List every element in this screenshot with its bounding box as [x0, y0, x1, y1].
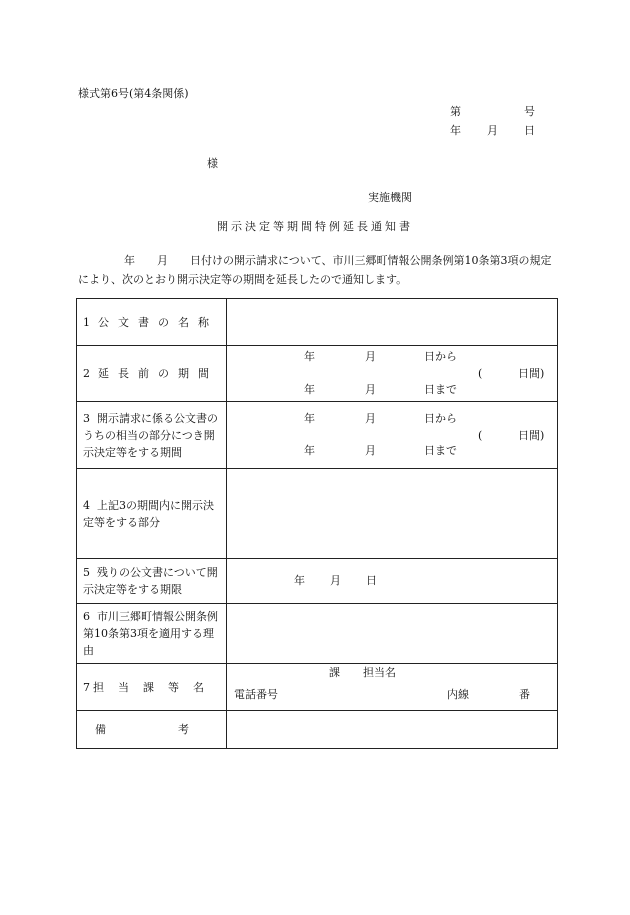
row2-label-text: 延長前の期間: [98, 367, 218, 380]
table-row: [77, 559, 558, 604]
row7-label-cell: [77, 664, 227, 711]
table-row: [77, 346, 558, 402]
row6-label: [83, 608, 220, 659]
row4-label: [83, 497, 220, 531]
row2-label-cell: [77, 346, 227, 402]
row2-number: 2: [83, 367, 90, 380]
form-label: 様式第6号(第4条関係): [78, 87, 189, 100]
row3-start-month: 月: [365, 412, 376, 425]
date-day: 日: [524, 124, 535, 137]
row3-number: 3: [83, 411, 90, 425]
row3-value-cell[interactable]: [227, 402, 558, 469]
row2-start-year: 年: [304, 350, 315, 363]
document-number: [450, 105, 535, 119]
doc-number-suffix: 号: [524, 105, 535, 118]
row6-number: 6: [83, 610, 90, 623]
document-date: [450, 124, 535, 138]
row4-label-cell: [77, 469, 227, 559]
row8-label-text: 備考: [95, 723, 261, 736]
row5-label: [83, 564, 220, 598]
row5-value-cell[interactable]: [227, 559, 558, 604]
row5-day: 日: [366, 574, 377, 587]
row7-extension-suffix: 番: [519, 688, 530, 701]
row1-value-cell[interactable]: [227, 299, 558, 346]
table-row: [77, 604, 558, 664]
table-row: [77, 402, 558, 469]
row2-days: 日間): [518, 367, 545, 380]
table-row: [77, 299, 558, 346]
row1-number: 1: [83, 315, 90, 329]
row1-label-cell: [77, 299, 227, 346]
row2-label: [83, 365, 220, 382]
row3-days: 日間): [518, 429, 545, 442]
row3-start-year: 年: [304, 412, 315, 425]
row2-start-day: 日から: [424, 350, 457, 363]
row6-label-text: 市川三郷町情報公開条例第10条第3項を適用する理由: [83, 610, 218, 657]
row3-paren-open: (: [478, 429, 483, 442]
row3-start-day: 日から: [424, 412, 457, 425]
row3-end-year: 年: [304, 444, 315, 457]
row3-label-text: 開示請求に係る公文書のうちの相当の部分につき開示決定等をする期間: [83, 411, 218, 459]
date-year: 年: [450, 124, 461, 137]
row3-end-day: 日まで: [424, 444, 457, 457]
row3-label: [83, 410, 220, 461]
row6-value-cell[interactable]: [227, 604, 558, 664]
recipient-honorific: 様: [207, 157, 218, 170]
row7-number: 7: [83, 680, 90, 694]
row7-section: 課: [329, 666, 340, 679]
row4-label-text: 上記3の期間内に開示決定等をする部分: [83, 498, 214, 529]
row1-label: [83, 314, 220, 331]
row5-label-text: 残りの公文書について開示決定等をする期限: [83, 566, 218, 596]
row8-value-cell[interactable]: [227, 711, 558, 749]
row8-label-cell: [77, 711, 261, 749]
document-title: 開示決定等期間特例延長通知書: [217, 220, 413, 233]
row5-number: 5: [83, 566, 90, 579]
row2-end-day: 日まで: [424, 383, 457, 396]
row1-label-text: 公文書の名称: [98, 315, 218, 329]
row2-end-month: 月: [365, 383, 376, 396]
row5-year: 年: [294, 574, 305, 587]
doc-number-prefix: 第: [450, 105, 461, 118]
row2-value-cell[interactable]: [227, 346, 558, 402]
issuer-name: 実施機関: [368, 191, 412, 204]
row7-phone-label: 電話番号: [234, 688, 278, 701]
row7-extension-label: 内線: [447, 688, 469, 701]
table-row: [77, 664, 558, 711]
row5-label-cell: [77, 559, 227, 604]
row3-label-cell: [77, 402, 227, 469]
row3-end-month: 月: [365, 444, 376, 457]
row2-end-year: 年: [304, 383, 315, 396]
row7-label-text: 担当課等名: [93, 680, 218, 694]
table-row: [77, 469, 558, 559]
row6-label-cell: [77, 604, 227, 664]
table-row: [77, 711, 558, 749]
notice-table: [76, 298, 558, 749]
row5-month: 月: [330, 574, 341, 587]
row2-start-month: 月: [365, 350, 376, 363]
row7-person: 担当名: [363, 666, 396, 679]
date-month: 月: [487, 124, 498, 137]
row4-value-cell[interactable]: [227, 469, 558, 559]
row8-label: [83, 721, 261, 738]
body-paragraph: 年 月 日付けの開示請求について、市川三郷町情報公開条例第10条第3項の規定により、次のとおり開示決定等の期間を延長したので通知します。: [78, 254, 552, 286]
row4-number: 4: [83, 498, 90, 512]
row2-paren-open: (: [478, 367, 483, 380]
row7-value-cell[interactable]: [227, 664, 558, 711]
row7-label: [83, 679, 220, 696]
